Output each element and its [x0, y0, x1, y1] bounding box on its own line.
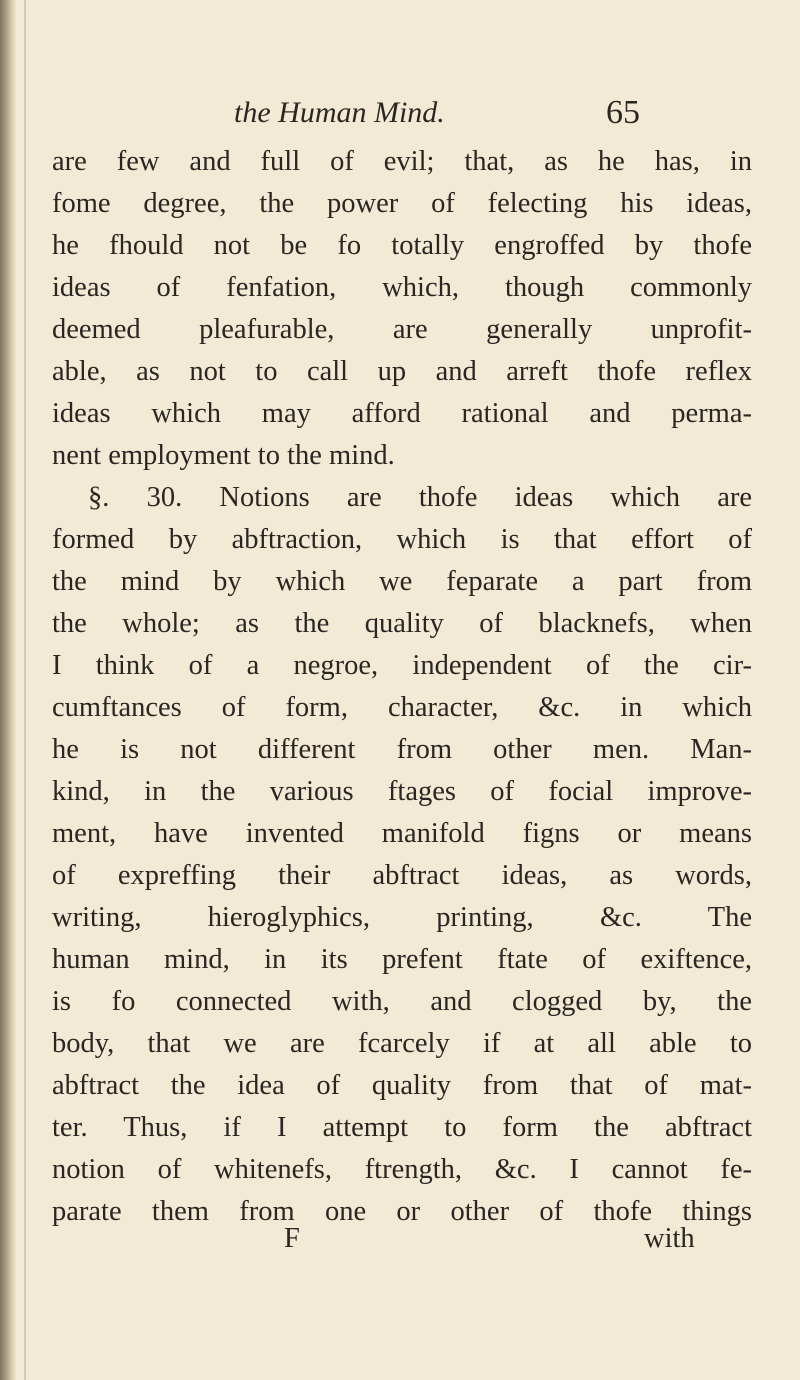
text-line-22: body, that we are fcarcely if at all able to	[52, 1028, 752, 1059]
text-line-7: ideas which may afford rational and perma-	[52, 398, 752, 429]
text-line-26: parate them from one or other of thofe things	[52, 1196, 752, 1227]
text-line-23: abftract the idea of quality from that of mat-	[52, 1070, 752, 1101]
text-line-8: nent employment to the mind.	[52, 440, 395, 471]
text-line-25: notion of whitenefs, ftrength, &c. I cannot fe-	[52, 1154, 752, 1185]
text-line-9: §. 30. Notions are thofe ideas which are	[88, 482, 752, 513]
running-head: the Human Mind.	[234, 96, 445, 129]
text-line-1: are few and full of evil; that, as he has, in	[52, 146, 752, 177]
page-header	[234, 92, 654, 140]
page-edge-line	[24, 0, 26, 1380]
catchword: with	[644, 1223, 695, 1254]
text-line-16: kind, in the various ftages of focial improve-	[52, 776, 752, 807]
page-footer	[52, 1218, 752, 1260]
text-line-13: I think of a negroe, independent of the cir-	[52, 650, 752, 681]
text-line-15: he is not different from other men. Man-	[52, 734, 752, 765]
signature-mark: F	[284, 1223, 300, 1254]
text-line-10: formed by abftraction, which is that effort of	[52, 524, 752, 555]
text-line-24: ter. Thus, if I attempt to form the abftract	[52, 1112, 752, 1143]
text-line-6: able, as not to call up and arreft thofe reflex	[52, 356, 752, 387]
text-line-14: cumftances of form, character, &c. in which	[52, 692, 752, 723]
text-line-2: fome degree, the power of felecting his ideas,	[52, 188, 752, 219]
text-line-18: of expreffing their abftract ideas, as words,	[52, 860, 752, 891]
text-line-19: writing, hieroglyphics, printing, &c. The	[52, 902, 752, 933]
text-line-3: he fhould not be fo totally engroffed by thofe	[52, 230, 752, 261]
text-line-21: is fo connected with, and clogged by, the	[52, 986, 752, 1017]
body-text	[52, 141, 752, 1233]
text-line-5: deemed pleafurable, are generally unprofit-	[52, 314, 752, 345]
text-line-20: human mind, in its prefent ftate of exiftence,	[52, 944, 752, 975]
text-line-4: ideas of fenfation, which, though commonly	[52, 272, 752, 303]
text-line-12: the whole; as the quality of blacknefs, when	[52, 608, 752, 639]
text-line-11: the mind by which we feparate a part from	[52, 566, 752, 597]
page-number: 65	[606, 94, 640, 131]
text-line-17: ment, have invented manifold figns or means	[52, 818, 752, 849]
binding-gutter	[0, 0, 16, 1380]
